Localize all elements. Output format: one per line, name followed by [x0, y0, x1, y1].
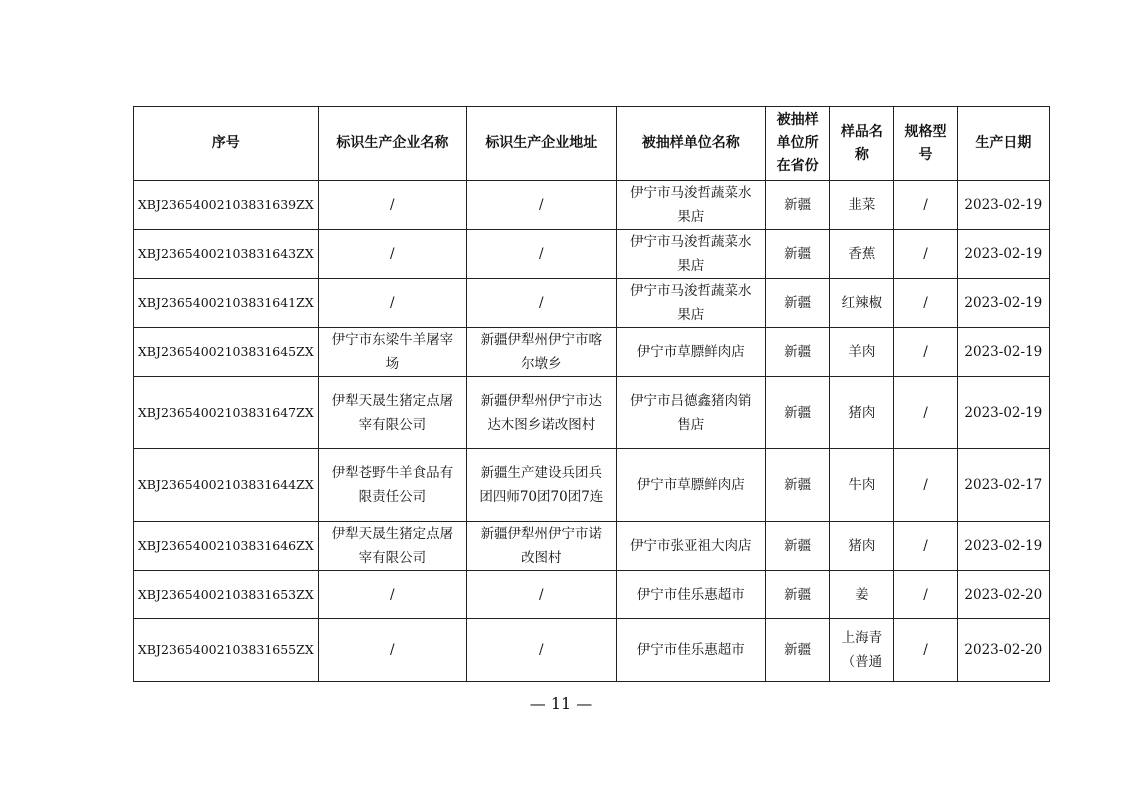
- serial-cell: XBJ23654002103831639ZX: [134, 181, 319, 230]
- manufacturer-name-cell: /: [318, 230, 466, 279]
- sampled-unit-cell: 伊宁市草膘鲜肉店: [616, 449, 765, 522]
- sample-name-cell: 姜: [830, 571, 894, 619]
- sample-name-cell: 韭菜: [830, 181, 894, 230]
- sample-name-cell: 上海青（普通: [830, 619, 894, 682]
- province-cell: 新疆: [766, 522, 830, 571]
- table-row: [134, 377, 1050, 449]
- sampled-unit-cell: 伊宁市草膘鲜肉店: [616, 328, 765, 377]
- manufacturer-address-cell: /: [467, 230, 616, 279]
- production-date-cell: 2023-02-19: [957, 377, 1049, 449]
- manufacturer-address-cell: 新疆生产建设兵团兵团四师70团70团7连: [467, 449, 616, 522]
- header-sampled-unit: 被抽样单位名称: [616, 107, 765, 181]
- serial-cell: XBJ23654002103831645ZX: [134, 328, 319, 377]
- page-number: — 11 —: [529, 694, 593, 713]
- manufacturer-name-cell: 伊犁天晟生猪定点屠宰有限公司: [318, 522, 466, 571]
- spec-cell: /: [894, 181, 957, 230]
- province-cell: 新疆: [766, 571, 830, 619]
- production-date-cell: 2023-02-19: [957, 522, 1049, 571]
- spec-cell: /: [894, 571, 957, 619]
- production-date-cell: 2023-02-20: [957, 571, 1049, 619]
- header-spec: 规格型号: [894, 107, 957, 181]
- spec-cell: /: [894, 449, 957, 522]
- serial-cell: XBJ23654002103831655ZX: [134, 619, 319, 682]
- manufacturer-name-cell: /: [318, 571, 466, 619]
- serial-cell: XBJ23654002103831646ZX: [134, 522, 319, 571]
- province-cell: 新疆: [766, 377, 830, 449]
- province-cell: 新疆: [766, 279, 830, 328]
- sampled-unit-cell: 伊宁市张亚祖大肉店: [616, 522, 765, 571]
- serial-cell: XBJ23654002103831643ZX: [134, 230, 319, 279]
- sampled-unit-cell: 伊宁市马浚哲蔬菜水果店: [616, 181, 765, 230]
- serial-cell: XBJ23654002103831641ZX: [134, 279, 319, 328]
- table-row: [134, 619, 1050, 682]
- sample-name-cell: 红辣椒: [830, 279, 894, 328]
- manufacturer-name-cell: /: [318, 279, 466, 328]
- manufacturer-name-cell: /: [318, 619, 466, 682]
- manufacturer-address-cell: /: [467, 619, 616, 682]
- manufacturer-address-cell: 新疆伊犁州伊宁市喀尔墩乡: [467, 328, 616, 377]
- header-production-date: 生产日期: [957, 107, 1049, 181]
- province-cell: 新疆: [766, 619, 830, 682]
- serial-cell: XBJ23654002103831647ZX: [134, 377, 319, 449]
- table-row: [134, 279, 1050, 328]
- table-header-row: [134, 107, 1050, 181]
- table-row: [134, 449, 1050, 522]
- manufacturer-name-cell: 伊宁市东梁牛羊屠宰场: [318, 328, 466, 377]
- header-manufacturer-address: 标识生产企业地址: [467, 107, 616, 181]
- table-body: [134, 181, 1050, 682]
- header-serial: 序号: [134, 107, 319, 181]
- sample-name-cell: 香蕉: [830, 230, 894, 279]
- table-row: [134, 230, 1050, 279]
- table-row: [134, 328, 1050, 377]
- sampling-results-table: [133, 106, 1050, 682]
- province-cell: 新疆: [766, 230, 830, 279]
- sampled-unit-cell: 伊宁市佳乐惠超市: [616, 619, 765, 682]
- production-date-cell: 2023-02-20: [957, 619, 1049, 682]
- spec-cell: /: [894, 279, 957, 328]
- manufacturer-address-cell: /: [467, 571, 616, 619]
- sampled-unit-cell: 伊宁市吕德鑫猪肉销售店: [616, 377, 765, 449]
- production-date-cell: 2023-02-19: [957, 181, 1049, 230]
- header-province: 被抽样单位所在省份: [766, 107, 830, 181]
- spec-cell: /: [894, 619, 957, 682]
- manufacturer-name-cell: /: [318, 181, 466, 230]
- table-row: [134, 181, 1050, 230]
- spec-cell: /: [894, 522, 957, 571]
- manufacturer-name-cell: 伊犁天晟生猪定点屠宰有限公司: [318, 377, 466, 449]
- production-date-cell: 2023-02-17: [957, 449, 1049, 522]
- sample-name-cell: 猪肉: [830, 522, 894, 571]
- province-cell: 新疆: [766, 449, 830, 522]
- sampled-unit-cell: 伊宁市佳乐惠超市: [616, 571, 765, 619]
- sample-name-cell: 羊肉: [830, 328, 894, 377]
- table-row: [134, 522, 1050, 571]
- production-date-cell: 2023-02-19: [957, 328, 1049, 377]
- sample-name-cell: 牛肉: [830, 449, 894, 522]
- spec-cell: /: [894, 377, 957, 449]
- sample-name-cell: 猪肉: [830, 377, 894, 449]
- manufacturer-address-cell: 新疆伊犁州伊宁市诺改图村: [467, 522, 616, 571]
- manufacturer-name-cell: 伊犁苍野牛羊食品有限责任公司: [318, 449, 466, 522]
- province-cell: 新疆: [766, 181, 830, 230]
- sampled-unit-cell: 伊宁市马浚哲蔬菜水果店: [616, 230, 765, 279]
- table-row: [134, 571, 1050, 619]
- serial-cell: XBJ23654002103831653ZX: [134, 571, 319, 619]
- manufacturer-address-cell: 新疆伊犁州伊宁市达达木图乡诺改图村: [467, 377, 616, 449]
- production-date-cell: 2023-02-19: [957, 279, 1049, 328]
- serial-cell: XBJ23654002103831644ZX: [134, 449, 319, 522]
- header-manufacturer-name: 标识生产企业名称: [318, 107, 466, 181]
- province-cell: 新疆: [766, 328, 830, 377]
- spec-cell: /: [894, 230, 957, 279]
- manufacturer-address-cell: /: [467, 279, 616, 328]
- sampled-unit-cell: 伊宁市马浚哲蔬菜水果店: [616, 279, 765, 328]
- header-sample-name: 样品名称: [830, 107, 894, 181]
- production-date-cell: 2023-02-19: [957, 230, 1049, 279]
- spec-cell: /: [894, 328, 957, 377]
- manufacturer-address-cell: /: [467, 181, 616, 230]
